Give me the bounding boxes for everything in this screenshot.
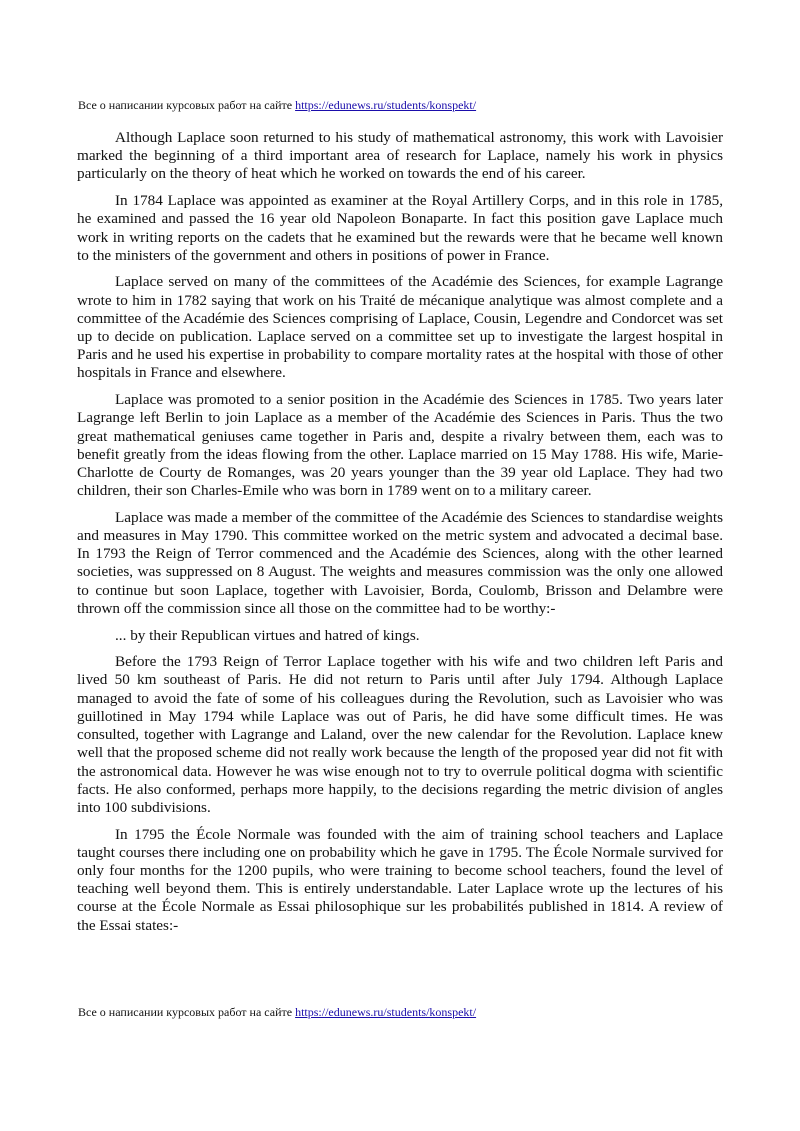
paragraph: Laplace was made a member of the committee of the Académie des Sciences to standardise weights and measures in May 1790. This committee worked on the metric system and advocated a decimal base. In 1793 the Reign of Terror commenced and the Académie des Sciences, along with the other learned societies, was suppressed on 8 August. The weights and measures commission was the only one allowed to continue but soon Laplace, together with Lavoisier, Borda, Coulomb, Brisson and Delambre were thrown off the commission since all those on the committee had to be worthy:- <box>77 508 723 617</box>
paragraph: Laplace was promoted to a senior position in the Académie des Sciences in 1785. Two years later Lagrange left Berlin to join Laplace as a member of the Académie des Sciences in Paris. Thus the two great mathematical geniuses came together in Paris and, despite a rivalry between them, each was to benefit greatly from the ideas flowing from the other. Laplace married on 15 May 1788. His wife, Marie-Charlotte de Courty de Romanges, was 20 years younger than the 39 year old Laplace. They had two children, their son Charles-Emile who was born in 1789 went on to a military career. <box>77 391 723 500</box>
paragraph: Although Laplace soon returned to his study of mathematical astronomy, this work with Lavoisier marked the beginning of a third important area of research for Laplace, namely his work in physics particularly on the theory of heat which he worked on towards the end of his career. <box>77 129 723 183</box>
quote-paragraph: ... by their Republican virtues and hatred of kings. <box>115 626 420 644</box>
footer-link[interactable]: https://edunews.ru/students/konspekt/ <box>295 1005 477 1019</box>
document-body <box>77 129 723 943</box>
footer-text: Все о написании курсовых работ на сайте <box>78 1005 296 1019</box>
header-link[interactable]: https://edunews.ru/students/konspekt/ <box>295 98 477 112</box>
paragraph: Before the 1793 Reign of Terror Laplace together with his wife and two children left Paris and lived 50 km southeast of Paris. He did not return to Paris until after July 1794. Although Laplace managed to avoid the fate of some of his colleagues during the Revolution, such as Lavoisier who was guillotined in May 1794 while Laplace was out of Paris, he did have some difficult times. He was consulted, together with Lagrange and Laland, over the new calendar for the Revolution. Laplace knew well that the proposed scheme did not really work because the length of the proposed year did not fit with the astronomical data. However he was wise enough not to try to overrule political dogma with scientific facts. He also conformed, perhaps more happily, to the decisions regarding the metric division of angles into 100 subdivisions. <box>77 653 723 816</box>
page-header <box>78 98 728 112</box>
header-text: Все о написании курсовых работ на сайте <box>78 98 296 112</box>
paragraph: Laplace served on many of the committees of the Académie des Sciences, for example Lagrange wrote to him in 1782 saying that work on his Traité de mécanique analytique was almost complete and a committee of the Académie des Sciences comprising of Laplace, Cousin, Legendre and Condorcet was set up to decide on publication. Laplace served on a committee set up to investigate the largest hospital in Paris and he used his expertise in probability to compare mortality rates at the hospital with those of other hospitals in France and elsewhere. <box>77 273 723 382</box>
paragraph: In 1795 the École Normale was founded with the aim of training school teachers and Laplace taught courses there including one on probability which he gave in 1795. The École Normale survived for only four months for the 1200 pupils, who were training to become school teachers, found the level of teaching well beyond them. This is entirely understandable. Later Laplace wrote up the lectures of his course at the École Normale as Essai philosophique sur les probabilités published in 1814. A review of the Essai states:- <box>77 825 723 934</box>
paragraph: In 1784 Laplace was appointed as examiner at the Royal Artillery Corps, and in this role in 1785, he examined and passed the 16 year old Napoleon Bonaparte. In fact this position gave Laplace much work in writing reports on the cadets that he examined but the rewards were that he became well known to the ministers of the government and others in positions of power in France. <box>77 192 723 264</box>
page-footer <box>78 1005 728 1019</box>
